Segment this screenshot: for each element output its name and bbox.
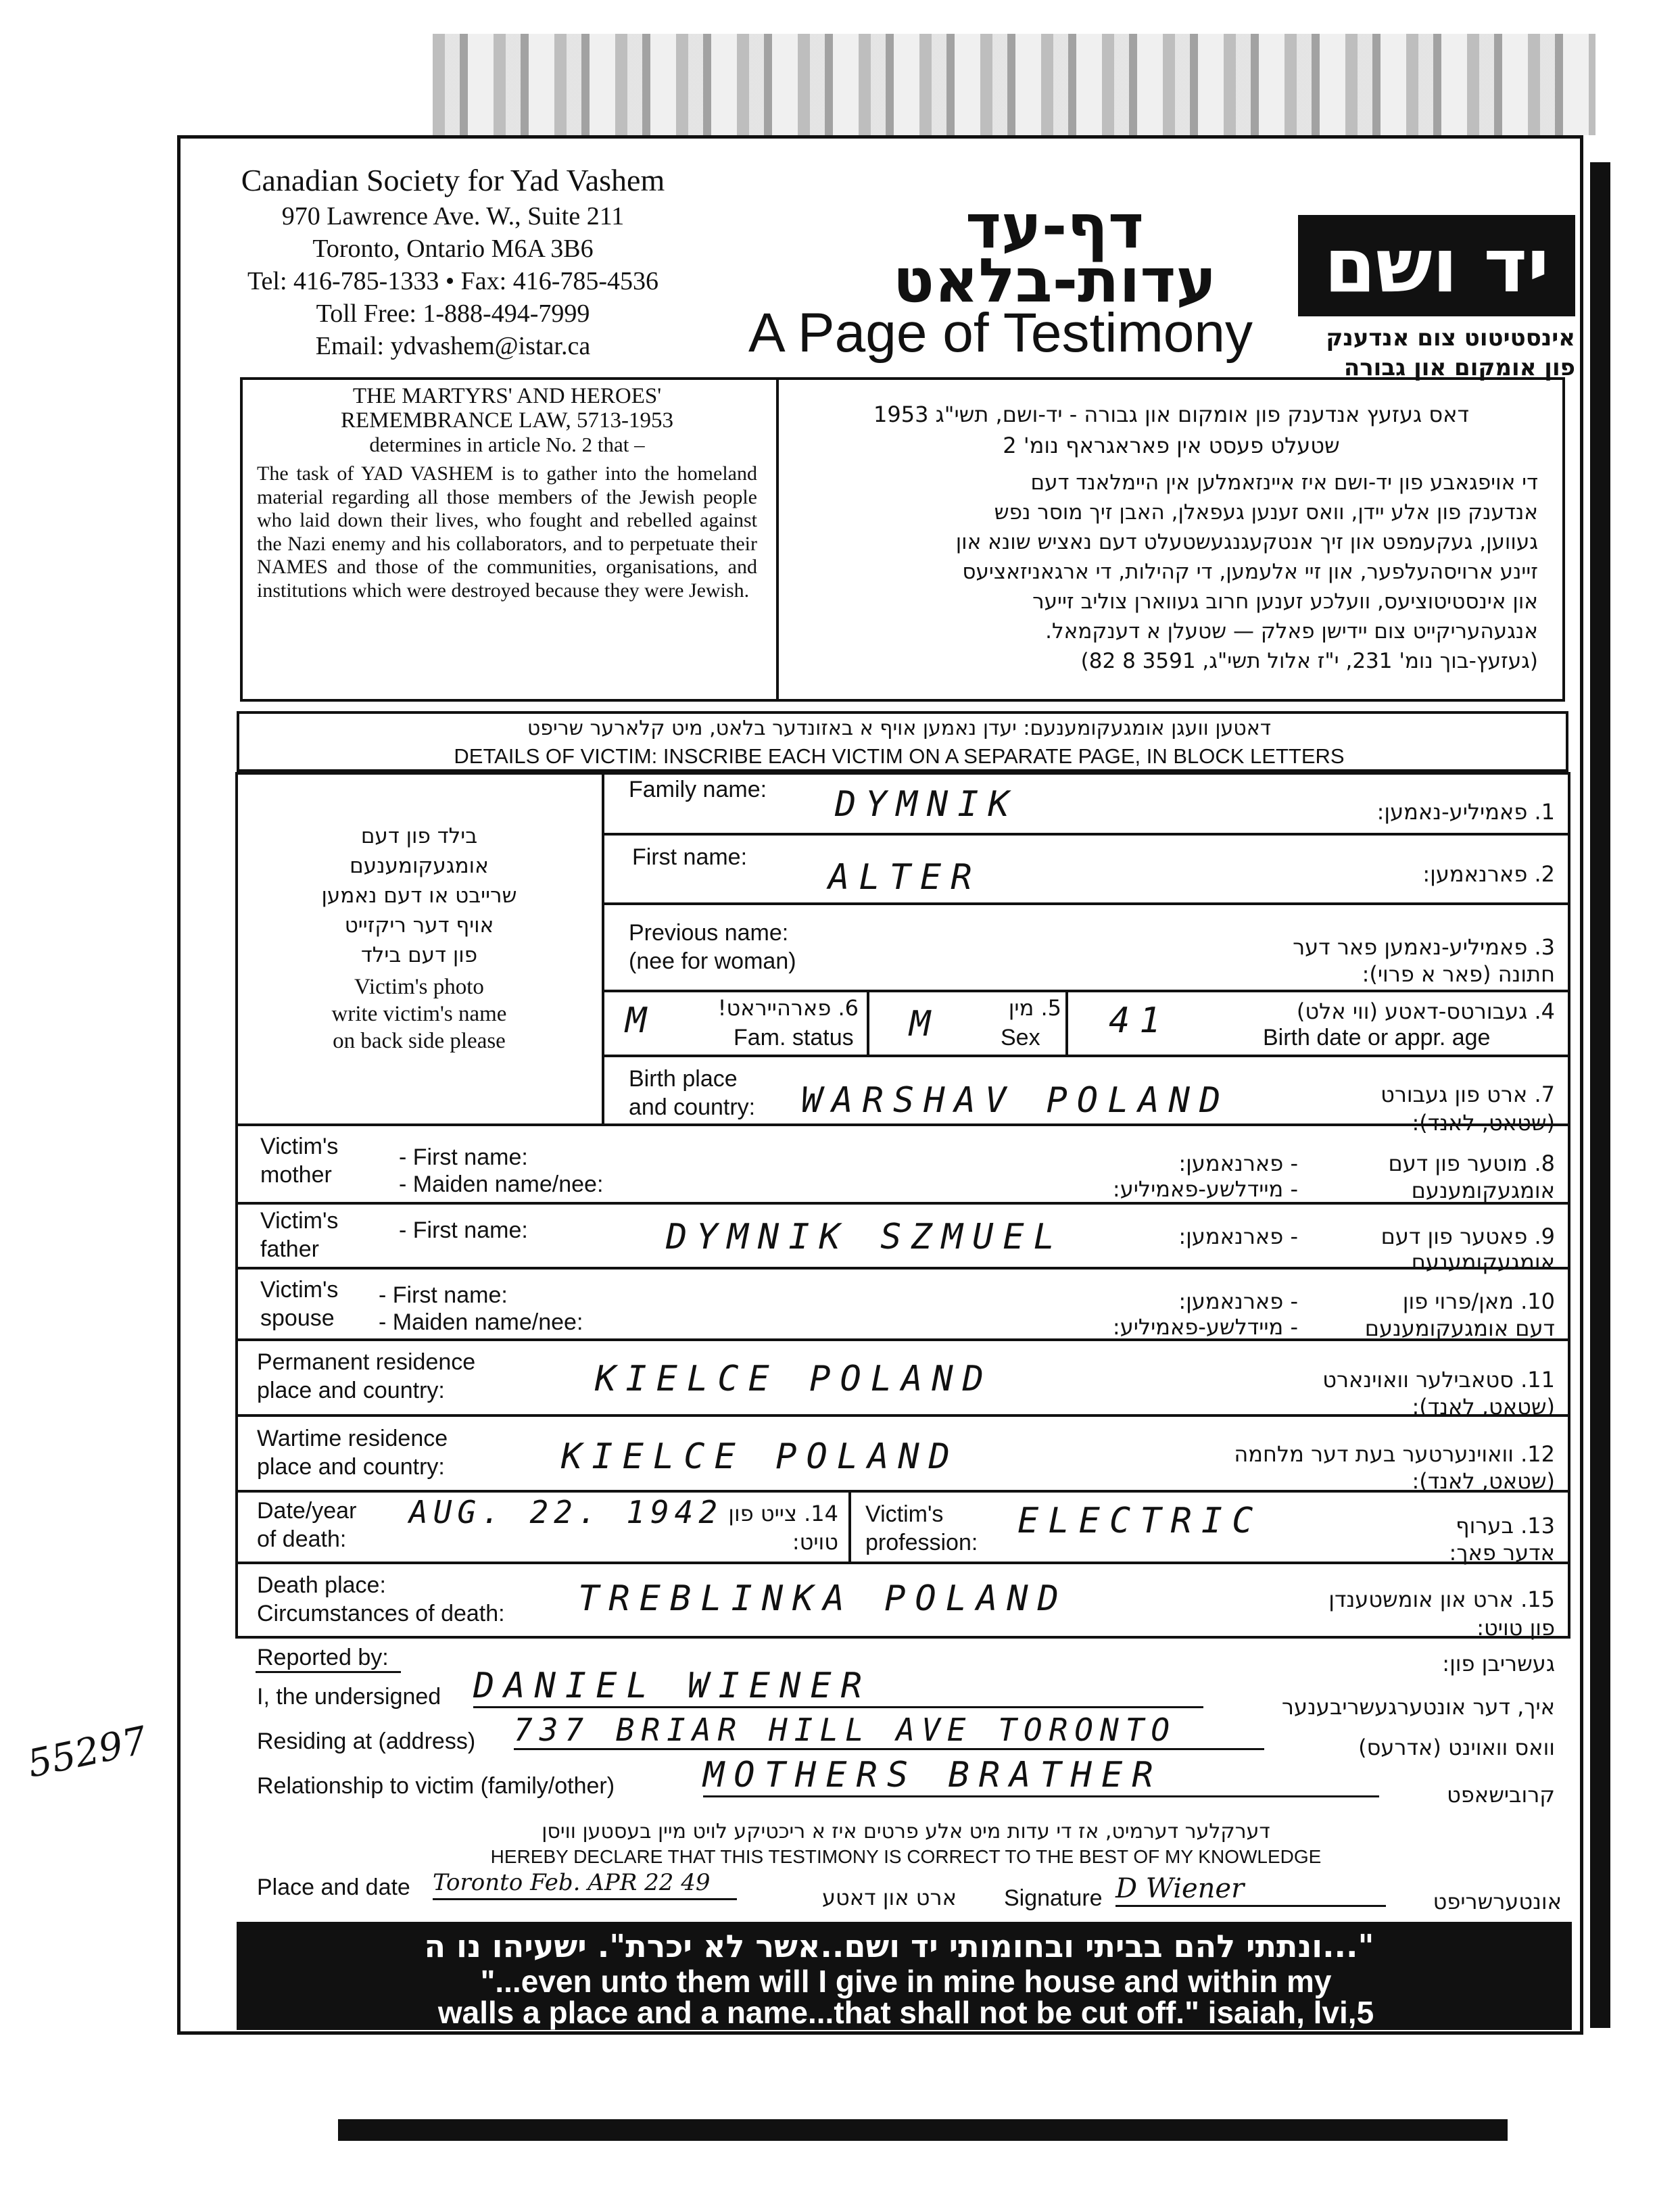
relation-label: Relationship to victim (family/other): [257, 1773, 615, 1799]
reporter-name-value[interactable]: DANIEL WIENER: [473, 1666, 1203, 1708]
law-he-line: אנגעהעריקייט צום יידישן פאלק — שטעלן א דענקמאל.: [1045, 619, 1538, 644]
society-address1: 970 Lawrence Ave. W., Suite 211: [281, 202, 625, 231]
sex-label: Sex: [1001, 1025, 1040, 1050]
details-he: דאטען וועגן אומגעקומענעם: יעדן נאמען אויף א באזונדער בלאט, מיט קלארער שריפט: [527, 717, 1272, 740]
sex-age-divider: [1065, 990, 1068, 1055]
law-en-body: The task of YAD VASHEM is to gather into the homeland material regarding all those members of the Jewish people who laid down their lives, who fought and rebelled against the Nazi enemy and his collaborators, and to perpetuate their NAMES and those of the communities, organisations, and institutions which were destroyed because they were Jewish.: [257, 462, 757, 602]
father-he-first: - פארנאמען:: [1178, 1224, 1298, 1249]
signature-he: אונטערשריפט: [1433, 1889, 1562, 1914]
photo-he-line: בילד פון דעם: [360, 824, 478, 848]
relation-value[interactable]: MOTHERS BRATHER: [703, 1755, 1379, 1797]
death-date-value[interactable]: AUG. 22. 1942: [409, 1494, 723, 1530]
death-date-divider: [848, 1490, 851, 1562]
family-name-he: 1. פאמיליע-נאמען:: [1376, 799, 1555, 825]
mother-side1: Victim's: [260, 1134, 339, 1159]
society-email: Email: ydvashem@istar.ca: [315, 332, 591, 360]
footer-he-quote: "...ונתתי להם בביתי ובחומותי יד ושם..אשר לא יכרת". ישעיהו נו ה: [424, 1928, 1374, 1964]
society-phones: Tel: 416-785-1333 • Fax: 416-785-4536: [247, 267, 659, 295]
father-first-label: - First name:: [399, 1217, 528, 1243]
profession-he2: אדער פאך:: [1449, 1540, 1555, 1566]
mother-side2: mother: [260, 1162, 332, 1188]
law-he-line: אנדענק פון אלע יידן, וואס זענען געפאלן, האבן זיך מוסר נפש: [994, 500, 1538, 525]
spouse-side2: spouse: [260, 1305, 335, 1331]
photo-he-line: פון דעם בילד: [360, 943, 478, 967]
mother-he2: אומגעקומענעם: [1411, 1178, 1555, 1203]
reported-by-underline: [256, 1671, 401, 1673]
previous-name-label1: Previous name:: [629, 920, 789, 946]
perm-label2: place and country:: [257, 1378, 445, 1403]
age-label: Birth date or appr. age: [1263, 1025, 1491, 1050]
photo-he-line: שרייבט או דעם נאמען: [321, 884, 517, 908]
death-date-label2: of death:: [257, 1526, 347, 1552]
father-he1: 9. פאטער פון דעם: [1381, 1224, 1555, 1249]
age-value[interactable]: 41: [1109, 1000, 1170, 1041]
family-name-value[interactable]: DYMNIK: [835, 784, 1019, 825]
profession-he1: 13. בערוף: [1456, 1513, 1555, 1539]
details-en: DETAILS OF VICTIM: INSCRIBE EACH VICTIM ON A SEPARATE PAGE, IN BLOCK LETTERS: [454, 744, 1345, 768]
previous-name-label2: (nee for woman): [629, 948, 796, 974]
fam-status-label: Fam. status: [734, 1025, 854, 1050]
death-place-he1: 15. ארט און אומשטענדן: [1328, 1587, 1555, 1612]
birth-place-he1: 7. ארט פון געבורט: [1381, 1082, 1555, 1107]
law-he: [791, 399, 1552, 676]
row-line-1: [602, 833, 1570, 836]
perm-label1: Permanent residence: [257, 1349, 476, 1375]
death-date-he1: 14. צייט פון: [728, 1501, 838, 1526]
photo-en-line: on back side please: [333, 1029, 506, 1053]
photo-he-line: אומגעקומענעם: [350, 854, 489, 878]
birth-place-he2: (שטאט, לאנד):: [1412, 1110, 1555, 1136]
death-date-label1: Date/year: [257, 1498, 357, 1524]
address-value[interactable]: 737 BRIAR HILL AVE TORONTO: [514, 1712, 1264, 1750]
footer-band: [237, 1922, 1572, 2030]
title-en: A Page of Testimony: [748, 302, 1253, 364]
logo-sub1: אינסטיטוט צום אנדענק: [1326, 324, 1575, 352]
photo-en-line: write victim's name: [331, 1002, 507, 1026]
row-line-2: [602, 902, 1570, 905]
spouse-he-maiden: - מיידלשע-פאמיליע:: [1112, 1314, 1298, 1340]
signature-label: Signature: [1004, 1885, 1103, 1911]
page-shadow-edge: [1590, 162, 1610, 2028]
law-he-title2: שטעלט פעסט אין פאראגראף נומ' 2: [1003, 433, 1340, 458]
father-side1: Victim's: [260, 1208, 339, 1234]
age-he: 4. געבורטס-דאטע (ווי אלט): [1296, 998, 1555, 1024]
photo-en-line: Victim's photo: [354, 975, 484, 999]
law-he-line: (געזעץ-בוך נומ' 231, י"ז אלול תשי"ג, 3591 8 82): [1080, 649, 1538, 673]
mother-he-first: - פארנאמען:: [1178, 1151, 1298, 1176]
mother-first-label: - First name:: [399, 1144, 528, 1170]
logo-sub2: פון אומקום און גבורה: [1343, 354, 1575, 381]
law-en-title3: determines in article No. 2 that –: [369, 433, 645, 456]
residing-label: Residing at (address): [257, 1728, 476, 1754]
perm-he1: 11. סטאבילער וואוינארט: [1322, 1367, 1555, 1393]
father-first-value[interactable]: DYMNIK SZMUEL: [666, 1217, 1064, 1257]
death-place-he2: פון טויט:: [1477, 1615, 1555, 1641]
spouse-first-label: - First name:: [379, 1282, 508, 1308]
birth-place-label1: Birth place: [629, 1066, 738, 1092]
fam-sex-divider: [867, 990, 869, 1055]
law-en-title1: THE MARTYRS' AND HEROES': [352, 384, 662, 408]
margin-number: 55297: [24, 1718, 151, 1787]
mother-he-maiden: - מיידלשע-פאמיליע:: [1112, 1176, 1298, 1202]
yad-vashem-logo: יד ושם: [1298, 215, 1575, 316]
spouse-maiden-label: - Maiden name/nee:: [379, 1309, 583, 1335]
law-he-title1: דאס געזעץ אנדענק פון אומקום און גבורה - יד-ושם, תשי"ג 1953: [873, 402, 1469, 427]
spouse-he-first: - פארנאמען:: [1178, 1288, 1298, 1314]
law-he-line: און אינסטיטוציעס, וועלכע זענען חרוב געווארן צוליב זייער: [1032, 589, 1538, 614]
first-name-label: First name:: [632, 844, 748, 870]
place-date-he: ארט און דאטע: [821, 1885, 957, 1910]
death-place-label2: Circumstances of death:: [257, 1601, 505, 1626]
perm-he2: (שטאט, לאנד):: [1412, 1394, 1555, 1420]
first-name-he: 2. פארנאמען:: [1422, 861, 1555, 887]
spouse-he2: דעם אומגעקומענעם: [1364, 1315, 1555, 1341]
law-he-line: זיינע ארויסהעלפער, און זיי אלעמען, די קהילות, די ארגאניזאציעס: [962, 560, 1538, 584]
sex-value[interactable]: M: [909, 1004, 940, 1044]
undersigned-he: איך, דער אונטערגעשריבענער: [1281, 1694, 1555, 1720]
signature-value[interactable]: D Wiener: [1115, 1872, 1386, 1907]
profession-value[interactable]: ELECTRIC: [1017, 1501, 1263, 1541]
profession-label1: Victim's: [865, 1501, 944, 1527]
footer-en-quote1: "...even unto them will I give in mine house and within my: [480, 1964, 1332, 1999]
death-date-he2: טויט:: [792, 1529, 838, 1555]
law-en: [257, 384, 757, 602]
photo-divider: [602, 772, 604, 1123]
header-photo-strip: [433, 34, 1595, 135]
row-line-4: [602, 1055, 1570, 1057]
spouse-side1: Victim's: [260, 1277, 339, 1303]
war-label1: Wartime residence: [257, 1426, 448, 1451]
declare-he: דערקלער דערמיט, אז די עדות מיט אלע פרטים איז א ריכטיקע לויט מיין בעסטען וויסן: [542, 1820, 1270, 1843]
society-block: [196, 161, 710, 362]
father-side2: father: [260, 1236, 319, 1262]
law-he-line: די אויפגאבע פון יד-ושם איז איינזאמלען אין היימלאנד דעם: [1030, 470, 1538, 495]
undersigned-label: I, the undersigned: [257, 1684, 441, 1710]
previous-name-he2: חתונה (פאר א פרוי):: [1362, 961, 1555, 987]
birth-place-label2: and country:: [629, 1094, 756, 1120]
footer-en-quote2: walls a place and a name...that shall not be cut off." isaiah, lvi,5: [437, 1995, 1374, 2030]
residing-he: וואס וואוינט (אדרעס): [1358, 1735, 1555, 1760]
law-divider: [776, 377, 779, 702]
law-he-line: געווען, געקעמפט און זיך אנטקעגנגעשטעלט דעם נאציש שונא און: [955, 530, 1538, 554]
society-tollfree: Toll Free: 1-888-494-7999: [316, 299, 590, 328]
relation-he: קרובישאפט: [1447, 1782, 1555, 1808]
bottom-shadow-bar: [338, 2119, 1508, 2141]
society-address2: Toronto, Ontario M6A 3B6: [312, 235, 594, 263]
society-name: Canadian Society for Yad Vashem: [241, 163, 665, 197]
fam-status-value[interactable]: M: [625, 1000, 656, 1041]
declare-en: HEREBY DECLARE THAT THIS TESTIMONY IS CORRECT TO THE BEST OF MY KNOWLEDGE: [490, 1846, 1322, 1867]
law-en-title2: REMEMBRANCE LAW, 5713-1953: [340, 408, 674, 433]
previous-name-he1: 3. פאמיליע-נאמען פאר דער: [1293, 934, 1555, 960]
birth-place-value[interactable]: WARSHAV POLAND: [801, 1080, 1230, 1121]
mother-maiden-label: - Maiden name/nee:: [399, 1171, 604, 1197]
title-he-1: דף-עד: [965, 191, 1144, 262]
war-he2: (שטאט, לאנד):: [1412, 1468, 1555, 1494]
mother-he1: 8. מוטער פון דעם: [1388, 1151, 1555, 1176]
title-he-2: עדות-בלאט: [892, 245, 1217, 316]
photo-he-line: אויף דער ריקזייט: [344, 913, 494, 938]
photo-he: [284, 821, 554, 970]
spouse-he1: 10. מאן/פרוי פון: [1402, 1288, 1555, 1314]
fam-status-he: 6. פארהייראט!: [717, 995, 859, 1021]
row-line-3: [602, 990, 1570, 992]
war-label2: place and country:: [257, 1454, 445, 1480]
photo-en: [284, 973, 554, 1055]
place-date-label: Place and date: [257, 1875, 410, 1900]
first-name-value[interactable]: ALTER: [828, 857, 982, 898]
death-place-label1: Death place:: [257, 1572, 386, 1598]
perm-value[interactable]: KIELCE POLAND: [595, 1359, 993, 1399]
war-he1: 12. וואוינערטער בעת דער מלחמה: [1234, 1441, 1555, 1467]
sex-he: 5. מין: [1008, 995, 1061, 1021]
profession-label2: profession:: [865, 1530, 978, 1555]
place-date-value[interactable]: Toronto Feb. APR 22 49: [433, 1867, 737, 1900]
law-he-body: [791, 468, 1552, 676]
father-he2: אומגעקומענעם: [1411, 1249, 1555, 1275]
reported-by-label: Reported by:: [257, 1645, 389, 1670]
reported-by-he: געשריבן פון:: [1442, 1651, 1555, 1676]
war-value[interactable]: KIELCE POLAND: [561, 1436, 959, 1477]
death-place-value[interactable]: TREBLINKA POLAND: [578, 1578, 1068, 1619]
family-name-label: Family name:: [629, 777, 767, 802]
